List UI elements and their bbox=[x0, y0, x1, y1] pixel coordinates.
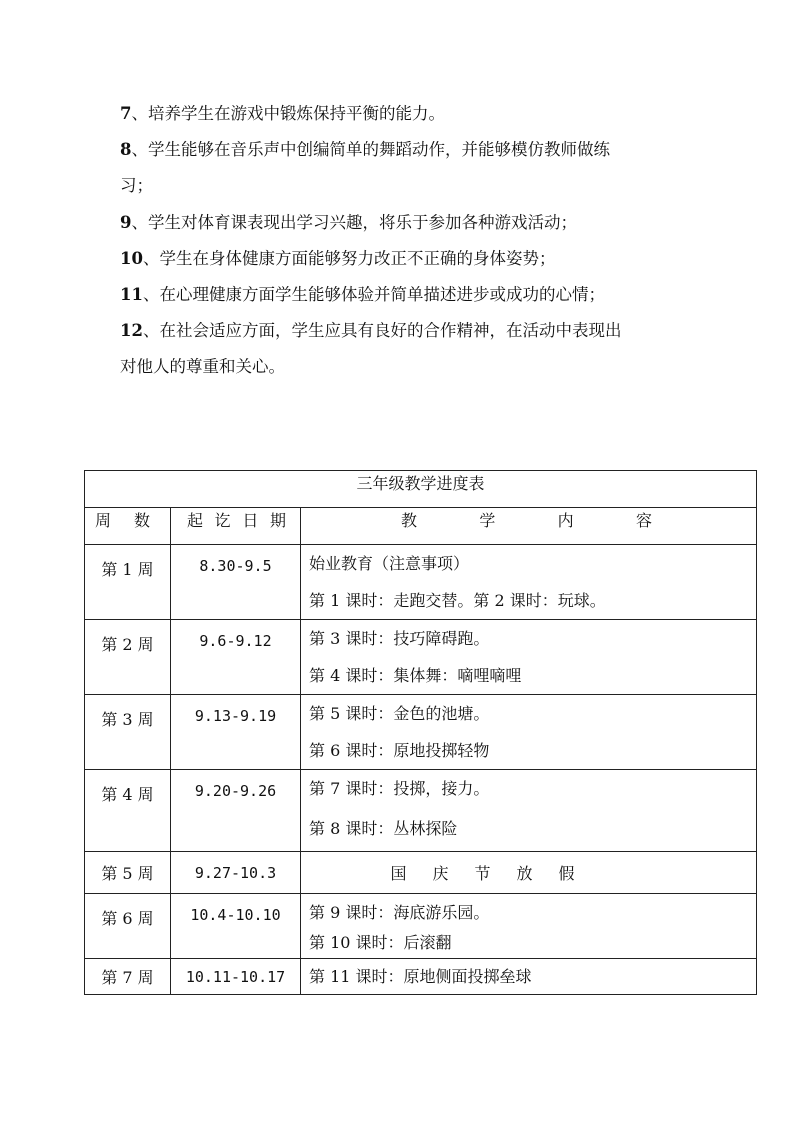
lesson-line: 第 1 课时：走跑交替。第 2 课时：玩球。 bbox=[309, 591, 606, 610]
objective-item: 11、在心理健康方面学生能够体验并简单描述进步或成功的心情； bbox=[120, 285, 605, 305]
week-cell: 第 2 周 bbox=[85, 620, 171, 695]
objectives-list bbox=[0, 96, 794, 386]
date-cell: 9.6-9.12 bbox=[171, 620, 301, 695]
week-cell: 第 7 周 bbox=[85, 959, 171, 995]
objective-item: 7、培养学生在游戏中锻炼保持平衡的能力。 bbox=[120, 104, 445, 123]
table-row bbox=[85, 770, 757, 852]
week-cell: 第 5 周 bbox=[85, 852, 171, 894]
date-cell: 9.27-10.3 bbox=[171, 852, 301, 894]
teaching-schedule-table bbox=[84, 470, 757, 995]
objective-item: 9、学生对体育课表现出学习兴趣，将乐于参加各种游戏活动； bbox=[120, 212, 577, 232]
header-content: 教 学 内 容 bbox=[301, 508, 757, 545]
lesson-line: 第 3 课时：技巧障碍跑。 bbox=[309, 629, 490, 648]
objective-item: 8、学生能够在音乐声中创编简单的舞蹈动作，并能够模仿教师做练 bbox=[120, 140, 610, 160]
lesson-line: 第 9 课时：海底游乐园。 bbox=[309, 903, 490, 922]
content-cell bbox=[301, 894, 757, 959]
table-row bbox=[85, 959, 757, 995]
table-row bbox=[85, 894, 757, 959]
date-cell: 9.20-9.26 bbox=[171, 770, 301, 852]
objective-item: 10、学生在身体健康方面能够努力改正不正确的身体姿势； bbox=[120, 248, 556, 268]
lesson-line: 第 10 课时：后滚翻 bbox=[309, 933, 452, 952]
week-cell: 第 6 周 bbox=[85, 894, 171, 959]
content-cell bbox=[301, 545, 757, 620]
lesson-line: 第 5 课时：金色的池塘。 bbox=[309, 704, 490, 723]
week-cell: 第 4 周 bbox=[85, 770, 171, 852]
objective-item-continued: 对他人的尊重和关心。 bbox=[120, 357, 285, 377]
content-cell bbox=[301, 620, 757, 695]
header-week: 周 数 bbox=[85, 508, 171, 545]
date-cell: 10.4-10.10 bbox=[171, 894, 301, 959]
objective-item-continued: 习； bbox=[120, 176, 153, 196]
lesson-line: 第 7 课时：投掷，接力。 bbox=[309, 779, 490, 798]
objective-item: 12、在社会适应方面，学生应具有良好的合作精神，在活动中表现出 bbox=[120, 321, 622, 341]
lesson-line: 始业教育（注意事项） bbox=[309, 554, 470, 573]
content-cell bbox=[301, 959, 757, 995]
date-cell: 8.30-9.5 bbox=[171, 545, 301, 620]
lesson-line: 第 11 课时：原地侧面投掷垒球 bbox=[309, 966, 532, 986]
date-cell: 9.13-9.19 bbox=[171, 695, 301, 770]
lesson-line: 第 4 课时：集体舞：嘀哩嘀哩 bbox=[309, 666, 522, 685]
table-row bbox=[85, 695, 757, 770]
holiday-cell: 国 庆 节 放 假 bbox=[301, 852, 757, 894]
lesson-line: 第 8 课时：丛林探险 bbox=[309, 819, 458, 838]
table-row bbox=[85, 852, 757, 894]
week-cell: 第 3 周 bbox=[85, 695, 171, 770]
table-row bbox=[85, 620, 757, 695]
lesson-line: 第 6 课时：原地投掷轻物 bbox=[309, 741, 490, 760]
table-title: 三年级教学进度表 bbox=[85, 471, 757, 508]
table-row bbox=[85, 545, 757, 620]
header-dates: 起 讫 日 期 bbox=[171, 508, 301, 545]
content-cell bbox=[301, 770, 757, 852]
date-cell: 10.11-10.17 bbox=[171, 959, 301, 995]
content-cell bbox=[301, 695, 757, 770]
week-cell: 第 1 周 bbox=[85, 545, 171, 620]
